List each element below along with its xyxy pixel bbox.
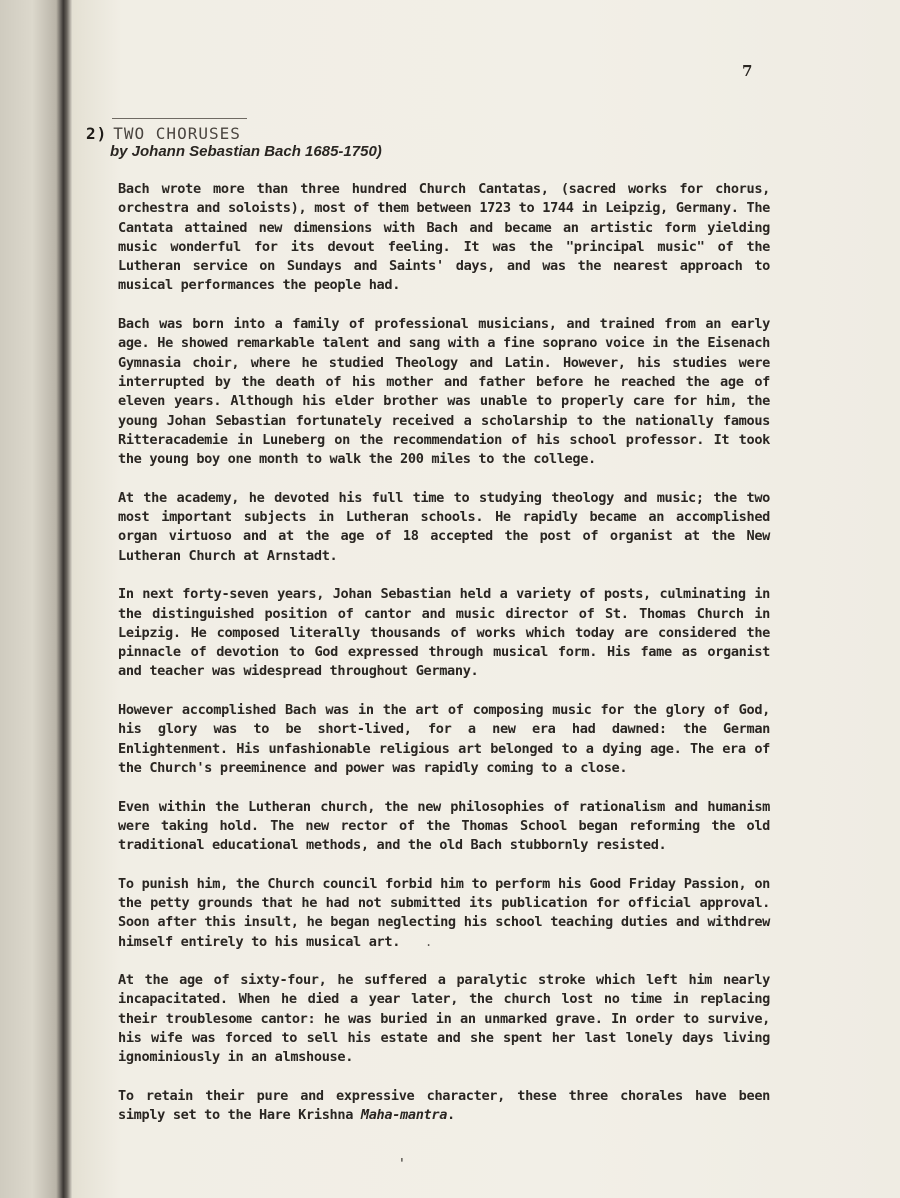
section-number: 2): [86, 124, 108, 143]
paragraph-closing: [118, 1087, 770, 1126]
heading-rule: [112, 118, 247, 119]
body-text: [118, 180, 770, 1145]
closing-end: .: [447, 1107, 455, 1124]
paragraph-academy: At the academy, he devoted his full time to studying theology and music; the two most important subjects in Lutheran schools. He rapidly became an accomplished organ virtuoso and at the age of 18 accepted the post of organist at the New Lutheran Church at Arnstadt.: [118, 489, 770, 564]
section-title: TWO CHORUSES: [113, 124, 241, 143]
paragraph-early-life: Bach was born into a family of professional musicians, and trained from an early age. He showed remarkable talent and sang with a fine soprano voice in the Eisenach Gymnasia choir, where he studied Theology and Latin. However, his studies were interrupted by the death of his mother and father before he reached the age of eleven years. Although his elder brother was unable to properly care for him, the young Johan Sebastian fortunately received a scholarship to the nationally famous Ritteracademie in Luneberg on the recommendation of his school professor. It took the young boy one month to walk the 200 miles to the college.: [118, 316, 770, 468]
page-end-mark: ': [398, 1157, 406, 1172]
page-number: 7: [742, 62, 753, 80]
book-binding-shadow: [0, 0, 72, 1198]
closing-emphasis: Maha-mantra: [360, 1107, 448, 1124]
section-subtitle: by Johann Sebastian Bach 1685-1750): [110, 143, 382, 160]
paragraph-cantatas: Bach wrote more than three hundred Church Cantatas, (sacred works for chorus, orchestra and soloists), most of them between 1723 to 1744 in Leipzig, Germany. The Cantata attained new dimensions with Bach and became an artistic form yielding music wonderful for its devout feeling. It was the "principal music" of the Lutheran service on Sundays and Saints' days, and was the nearest approach to musical performances the people had.: [118, 181, 770, 294]
closing-text: To retain their pure and expressive character, these three chorales have been simply set to the Hare Krishna: [118, 1087, 770, 1124]
paragraph-punishment: To punish him, the Church council forbid him to perform his Good Friday Passion, on the petty grounds that he had not submitted its publication for official approval. Soon after this insult, he began neglecting his school teaching duties and withdrew himself entirely to his musical art.: [118, 875, 770, 950]
section-heading: [86, 124, 241, 143]
paragraph-rationalism: Even within the Lutheran church, the new philosophies of rationalism and humanism were taking hold. The new rector of the Thomas School began reforming the old traditional educational methods, and the old Bach stubbornly resisted.: [118, 798, 770, 854]
paragraph-career: In next forty-seven years, Johan Sebastian held a variety of posts, culminating in the distinguished position of cantor and music director of St. Thomas Church in Leipzig. He composed literally thousands of works which today are considered the pinnacle of devotion to God expressed through musical form. His fame as organist and teacher was widespread throughout Germany.: [118, 586, 770, 680]
stray-mark: .: [425, 935, 433, 949]
paragraph-enlightenment: However accomplished Bach was in the art of composing music for the glory of God, his glory was to be short-lived, for a new era had dawned: the German Enlightenment. His unfashionable religious art belonged to a dying age. The era of the Church's preeminence and power was rapidly coming to a close.: [118, 702, 770, 776]
paragraph-death: At the age of sixty-four, he suffered a paralytic stroke which left him nearly incapacitated. When he died a year later, the church lost no time in replacing their troublesome cantor: he was buried in an unmarked grave. In order to survive, his wife was forced to sell his estate and she spent her last lonely days living ignominiously in an almshouse.: [118, 972, 770, 1066]
